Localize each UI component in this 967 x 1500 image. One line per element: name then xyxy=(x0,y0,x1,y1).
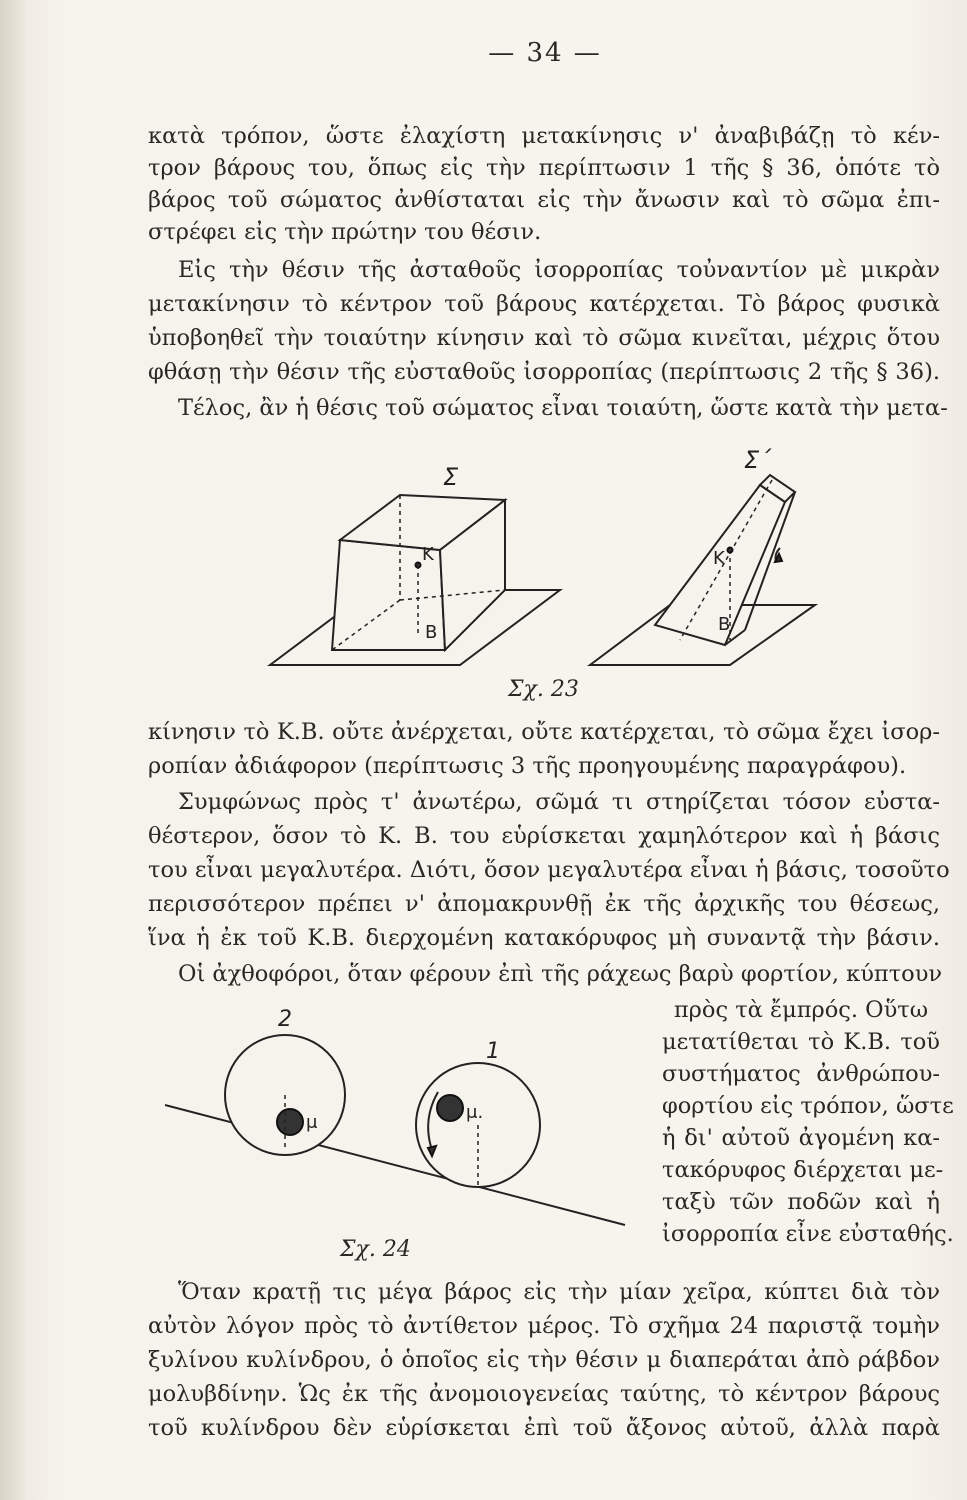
text-line: φορτίου εἰς τρόπον, ὥστε xyxy=(662,1093,954,1119)
text-line: θέστερον, ὅσον τὸ Κ. Β. του εὑρίσκεται χαμηλότερον καὶ ἡ βάσις xyxy=(148,823,940,849)
fig23-label-sigma-left: Σ xyxy=(443,463,459,491)
text-line: ροπίαν ἀδιάφορον (περίπτωσις 3 τῆς προηγουμένης παραγράφου). xyxy=(148,753,907,779)
fig24-lead-rod-right xyxy=(437,1095,463,1121)
text-line: Οἱ ἀχθοφόροι, ὅταν φέρουν ἐπὶ τῆς ράχεως βαρὺ φορτίον, κύπτουν xyxy=(178,961,943,987)
page-number: — 34 — xyxy=(488,38,602,68)
fig23-label-sigma-right: Σ΄ xyxy=(744,446,772,474)
text-line: Ὅταν κρατῇ τις μέγα βάρος εἰς τὴν μίαν χεῖρα, κύπτει διὰ τὸν xyxy=(178,1279,940,1305)
fig23-label-b-right: B xyxy=(718,614,731,635)
text-line: του εἶναι μεγαλυτέρα. Διότι, ὅσον μεγαλυτέρα εἶναι ἡ βάσις, τοσοῦτο xyxy=(148,857,950,883)
text-line: ταξὺ τῶν ποδῶν καὶ ἡ xyxy=(662,1189,940,1215)
text-line: ἵνα ἡ ἐκ τοῦ Κ.Β. διερχομένη κατακόρυφος μὴ συναντᾷ τὴν βάσιν. xyxy=(148,925,940,951)
fig24-lead-rod-left xyxy=(277,1109,303,1135)
text-line: κατὰ τρόπον, ὥστε ἐλαχίστη μετακίνησις ν' ἀναβιβάζῃ τὸ κέν- xyxy=(148,123,940,149)
text-line: Τέλος, ἂν ἡ θέσις τοῦ σώματος εἶναι τοιαύτη, ὥστε κατὰ τὴν μετα- xyxy=(178,395,948,421)
fig23-label-k-left: K xyxy=(422,544,434,565)
text-line: στρέφει εἰς τὴν πρώτην του θέσιν. xyxy=(148,219,542,245)
text-line: τρον βάρους του, ὅπως εἰς τὴν περίπτωσιν 1 τῆς § 36, ὁπότε τὸ xyxy=(148,155,940,181)
text-line: αὐτὸν λόγον πρὸς τὸ ἀντίθετον μέρος. Τὸ σχῆμα 24 παριστᾷ τομὴν xyxy=(148,1313,940,1339)
text-line: μετακίνησιν τὸ κέντρον τοῦ βάρους κατέρχεται. Τὸ βάρος φυσικὰ xyxy=(148,291,940,317)
text-line: τακόρυφος διέρχεται με- xyxy=(662,1157,944,1183)
fig24-label-1: 1 xyxy=(486,1039,500,1064)
fig24-label-mu-left: μ xyxy=(306,1112,318,1133)
text-line: Εἰς τὴν θέσιν τῆς ἀσταθοῦς ἰσορροπίας τοὐναντίον μὲ μικρὰν xyxy=(178,257,940,283)
text-line: τοῦ κυλίνδρου δὲν εὑρίσκεται ἐπὶ τοῦ ἄξονος αὐτοῦ, ἀλλὰ παρὰ xyxy=(148,1415,940,1441)
text-line: ἰσορροπία εἶνε εὐσταθής. xyxy=(662,1221,954,1247)
figure-24-caption: Σχ. 24 xyxy=(340,1237,411,1262)
text-line: ὑποβοηθεῖ τὴν τοιαύτην κίνησιν καὶ τὸ σῶμα κινεῖται, μέχρις ὅτου xyxy=(148,325,940,351)
figure-23 xyxy=(260,440,820,700)
text-line: κίνησιν τὸ Κ.Β. οὔτε ἀνέρχεται, οὔτε κατέρχεται, τὸ σῶμα ἔχει ἰσορ- xyxy=(148,719,940,745)
fig23-label-b-left: B xyxy=(425,622,438,643)
text-line: Συμφώνως πρὸς τ' ἀνωτέρω, σῶμά τι στηρίζεται τόσον εὐστα- xyxy=(178,789,940,815)
text-line: ἡ δι' αὐτοῦ ἀγομένη κα- xyxy=(662,1125,940,1151)
fig23-label-k-right: K xyxy=(713,548,725,569)
text-line: βάρος τοῦ σώματος ἀνθίσταται εἰς τὴν ἄνωσιν καὶ τὸ σῶμα ἐπι- xyxy=(148,187,940,213)
figure-24 xyxy=(160,1000,630,1240)
figure-23-caption: Σχ. 23 xyxy=(508,677,579,702)
binding-shadow xyxy=(0,0,28,1500)
fig24-label-mu-right: μ. xyxy=(466,1102,484,1123)
text-line: περισσότερον πρέπει ν' ἀπομακρυνθῇ ἐκ τῆς ἀρχικῆς του θέσεως, xyxy=(148,891,940,917)
text-line: ξυλίνου κυλίνδρου, ὁ ὁποῖος εἰς τὴν θέσιν μ διαπεράται ἀπὸ ράβδον xyxy=(148,1347,940,1373)
text-line: μολυβδίνην. Ὡς ἐκ τῆς ἀνομοιογενείας ταύτης, τὸ κέντρον βάρους xyxy=(148,1381,940,1407)
fig24-label-2: 2 xyxy=(278,1007,292,1032)
text-line: φθάσῃ τὴν θέσιν τῆς εὐσταθοῦς ἰσορροπίας (περίπτωσις 2 τῆς § 36). xyxy=(148,359,940,385)
text-line: μετατίθεται τὸ Κ.Β. τοῦ xyxy=(662,1029,940,1055)
text-line: συστήματος ἀνθρώπου- xyxy=(662,1061,940,1087)
text-line: πρὸς τὰ ἔμπρός. Οὕτω xyxy=(673,997,929,1023)
